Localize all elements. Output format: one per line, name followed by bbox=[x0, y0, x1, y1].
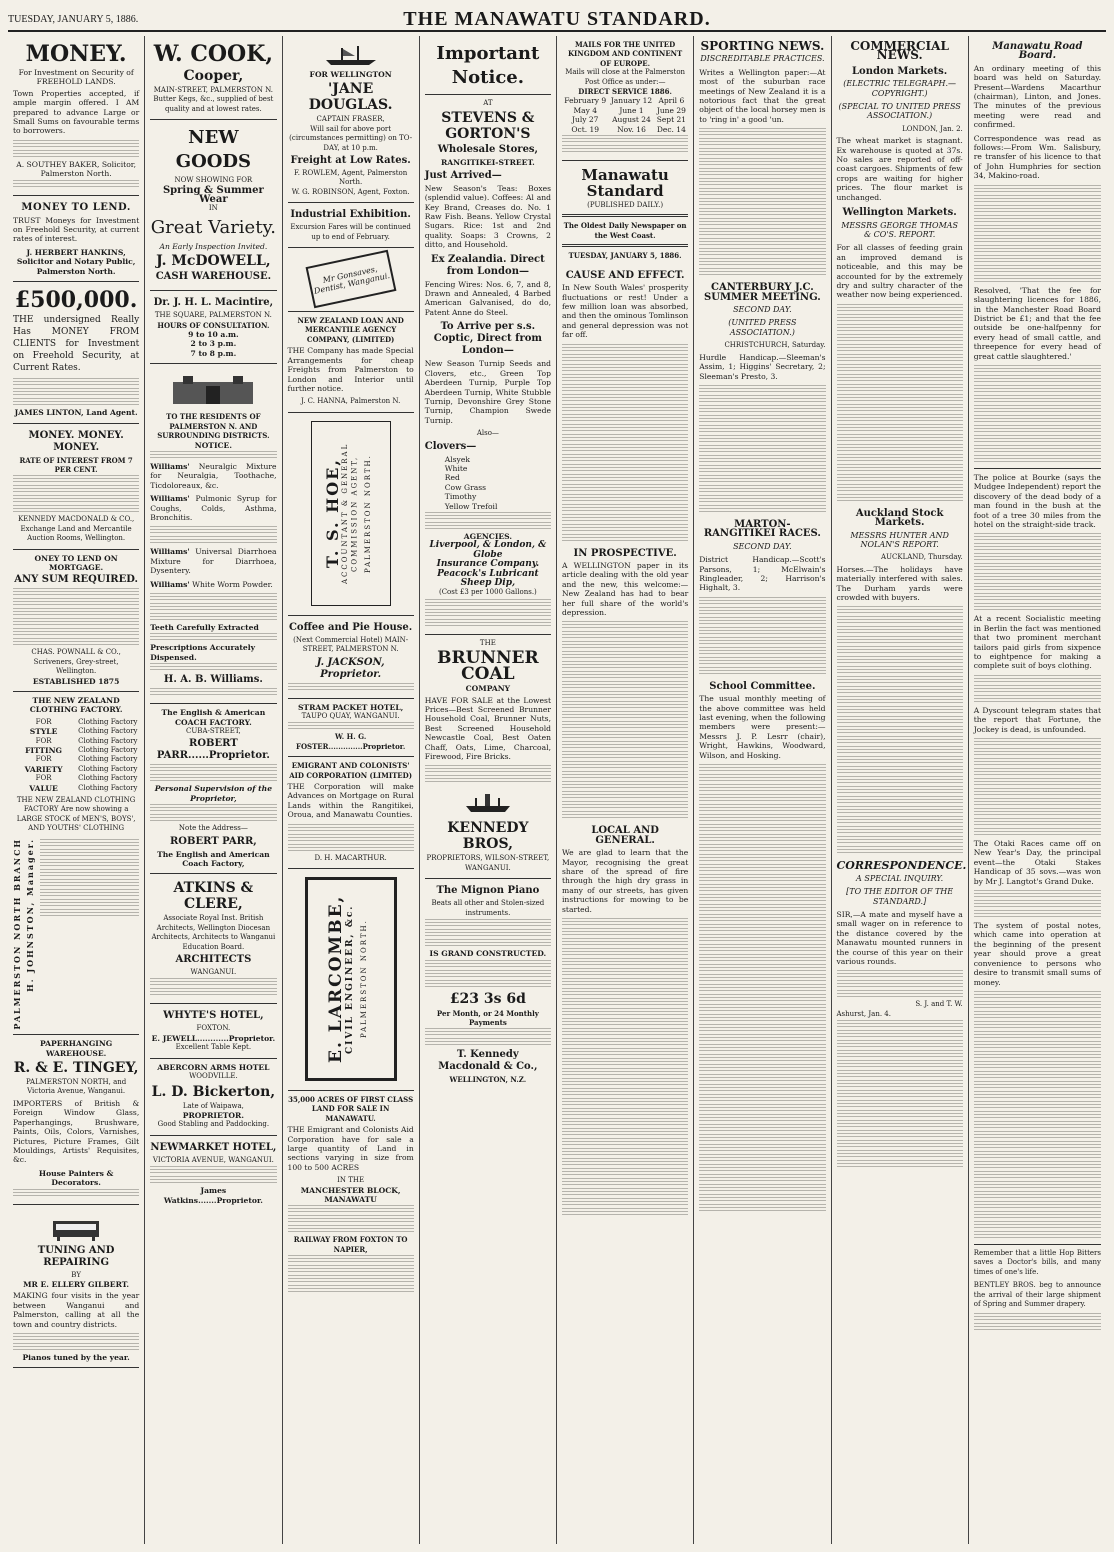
marton-heading: MARTON-RANGITIKEI RACES. bbox=[703, 518, 821, 540]
great-variety: Great Variety. bbox=[150, 216, 276, 238]
exhibition-ad bbox=[288, 203, 414, 248]
pownall-signature: CHAS. POWNALL & CO., Scriveners, Grey-street, Wellington. bbox=[31, 648, 121, 676]
commercial-heading: COMMERCIAL NEWS. bbox=[850, 39, 949, 63]
columns bbox=[8, 36, 1106, 1544]
money-heading: MONEY. bbox=[25, 41, 127, 67]
tingey-name: R. & E. TINGEY, bbox=[13, 1060, 139, 1077]
ex-zealandia: Ex Zealandia. Direct from London— bbox=[430, 253, 545, 277]
mcdowell-name: J. McDOWELL, bbox=[156, 253, 271, 270]
coach-heading: The English & American COACH FACTORY. bbox=[161, 708, 266, 727]
acres-body: THE Emigrant and Colonists Aid Corporation have for sale a large quantity of Land in sections varying in size from 100 to 500 ACRES bbox=[287, 1125, 414, 1172]
kennedy-bros: KENNEDY BROS, bbox=[447, 820, 529, 853]
table-cell: Oct. 19 bbox=[571, 124, 600, 134]
sporting-subheading: DISCREDITABLE PRACTICES. bbox=[700, 54, 825, 64]
letter-signature: S. J. and T. W. bbox=[915, 1000, 963, 1009]
early-inspection: An Early Inspection Invited. bbox=[159, 241, 268, 251]
district-result: District Handicap.—Scott's Parsons, 1; McElwain's Ringleader, 2; Harrison's Highalt, 3. bbox=[699, 555, 826, 593]
sporting-body: Writes a Wellington paper:—At most of the suburban race meetings of New Zealand it is a notorious fact that the great object of the local horsey men is to 'ring in' a good 'un. bbox=[699, 67, 826, 124]
table-kept: Excellent Table Kept. bbox=[175, 1043, 252, 1052]
jewell-proprietor: E. JEWELL............Proprietor. bbox=[151, 1033, 276, 1043]
linton-body: THE undersigned Really Has MONEY FROM CLIENTS for Investment on Freehold Security, at Current Rates. bbox=[13, 315, 140, 374]
cf-word: VARIETY bbox=[24, 764, 63, 774]
atkins-ad bbox=[150, 874, 276, 1004]
horses-body: Horses.—The holidays have materially interfered with sales. The Durham yards were crowded with buyers. bbox=[836, 564, 963, 602]
canterbury-day: SECOND DAY. bbox=[733, 305, 792, 315]
cf-word: FITTING bbox=[25, 746, 63, 755]
abercorn-ad bbox=[150, 1059, 276, 1136]
paperhanging-heading: PAPERHANGING WAREHOUSE. bbox=[39, 1039, 113, 1058]
auckland-stock: Auckland Stock Markets. bbox=[855, 507, 944, 529]
tshoe-ad bbox=[288, 413, 414, 616]
tshoe-name: T. S. HOE, bbox=[322, 458, 342, 569]
brunner-body: HAVE FOR SALE at the Lowest Prices—Best Screened Brunner Household Coal, Brunner Nuts, Best Screened Household Newcastle Coal, Best Oaten Chaff, Oats, Lime, Charcoal, Firewood, Fire Bricks. bbox=[424, 695, 551, 762]
atkins-wanganui: WANGANUI. bbox=[190, 968, 237, 977]
table-cell: June 1 bbox=[619, 105, 644, 115]
tuning-ad bbox=[13, 1205, 139, 1369]
new-goods: NEW GOODS bbox=[175, 127, 252, 173]
wholesale-stores: Wholesale Stores, bbox=[437, 144, 539, 156]
table-cell: May 4 bbox=[573, 105, 598, 115]
wellington-markets: Wellington Markets. bbox=[842, 207, 957, 219]
messrs-thomas: MESSRS GEORGE THOMAS & CO'S. REPORT. bbox=[841, 220, 959, 239]
teeth-extracted: Teeth Carefully Extracted bbox=[150, 622, 259, 632]
hours-row: 9 to 10 a.m. bbox=[188, 330, 239, 340]
in-word: IN bbox=[208, 204, 218, 213]
column-3 bbox=[283, 36, 420, 1544]
atkins-name: ATKINS & CLERE, bbox=[173, 880, 254, 913]
williams-item: Neuralgic Mixture for Neuralgia, Toothache, Ticdoloreaux, &c. bbox=[150, 461, 277, 490]
larcombe-name: E. LARCOMBE, bbox=[325, 894, 346, 1064]
tingey-body: IMPORTERS of British & Foreign Window Glass, Paperhangings, Brushware, Paints, Oils, Colors, Varnishes, Pictures, Picture Frames, Gilt Mouldings, Artists' Requisites, &c. bbox=[13, 1098, 140, 1165]
good-stabling: Good Stabling and Paddocking. bbox=[157, 1120, 270, 1129]
jane-douglas-ad bbox=[288, 36, 414, 203]
coach-factory-ad bbox=[150, 704, 276, 874]
also-word: Also— bbox=[476, 429, 499, 438]
whyte-hotel-ad bbox=[150, 1004, 276, 1058]
money-signature: A. SOUTHEY BAKER, Solicitor, Palmerston North. bbox=[16, 159, 137, 179]
table-cell: July 27 bbox=[572, 115, 599, 125]
peacock-cost: (Cost £3 per 1000 Gallons.) bbox=[438, 588, 537, 597]
just-arrived: Just Arrived— bbox=[424, 169, 502, 181]
canterbury-heading: CANTERBURY J.C. SUMMER MEETING. bbox=[704, 282, 821, 303]
williams-item: Pulmonic Syrup for Coughs, Colds, Asthma, Bronchitis. bbox=[150, 494, 277, 522]
school-committee-body: The usual monthly meeting of the above committee was held last evening, when the following members were present:—Messrs J. P. Lesrr (chair), Wright, Hawkins, Woodward, Wilson, and Hosking. bbox=[699, 694, 826, 760]
spring-wear: Spring & Summer Wear bbox=[162, 184, 264, 206]
cf-line: Clothing Factory bbox=[78, 746, 138, 754]
clover-item: Cow Grass bbox=[444, 482, 487, 492]
larcombe-ad bbox=[288, 869, 414, 1091]
cook-body: Butter Kegs, &c., supplied of best quality and at lowest rates. bbox=[153, 95, 274, 113]
exhibition-body: Excursion Fares will be continued up to end of February. bbox=[290, 223, 411, 241]
table-cell: April 6 bbox=[658, 96, 685, 106]
mortgage-heading: ONEY TO LEND ON MORTGAGE. bbox=[34, 553, 118, 572]
auckland-date: AUCKLAND, Thursday. bbox=[881, 553, 963, 562]
williams-label: Williams' bbox=[150, 547, 190, 557]
taupo-quay: TAUPO QUAY, WANGANUI. bbox=[301, 711, 400, 720]
nzloan-heading: NEW ZEALAND LOAN AND MERCANTILE AGENCY COMPANY, (LIMITED) bbox=[297, 316, 404, 344]
williams-label: Williams' bbox=[150, 494, 190, 504]
linton-signature: JAMES LINTON, Land Agent. bbox=[14, 408, 138, 418]
kennedy-macdonald: T. Kennedy Macdonald & Co., bbox=[438, 1049, 538, 1073]
whyte-hotel: WHYTE'S HOTEL, bbox=[163, 1010, 264, 1022]
marton-day: SECOND DAY. bbox=[733, 541, 792, 551]
prospective-heading: IN PROSPECTIVE. bbox=[573, 547, 677, 559]
table-row bbox=[562, 96, 688, 105]
jane-body: Will sail for above port (circumstances permitting) on TO-DAY, at 10 p.m. bbox=[289, 124, 413, 152]
cf-line: Clothing Factory bbox=[78, 717, 138, 726]
london-body: The wheat market is stagnant. Ex warehouse is quoted at 37s. No sales are reported of off-coast cargoes. Shipments of few crops are waiting for higher prices. The flour market is unchanged. bbox=[836, 136, 963, 202]
clothing-heading: THE NEW ZEALAND CLOTHING FACTORY. bbox=[29, 695, 123, 715]
linton-ad bbox=[13, 282, 139, 423]
clover-item: Timothy bbox=[444, 492, 477, 502]
cf-word: FOR bbox=[35, 736, 52, 745]
socialist-item: At a recent Socialistic meeting in Berlin the fact was mentioned that two prominent merchant tailors paid girls from sixpence to eightpence for making a complete suit of boys clothing. bbox=[973, 614, 1101, 671]
column-2 bbox=[145, 36, 282, 1544]
piano-illustration bbox=[51, 1213, 101, 1241]
coffee-heading: Coffee and Pie House. bbox=[288, 621, 413, 633]
pianos-tuned: Pianos tuned by the year. bbox=[22, 1352, 130, 1362]
inquiry-heading: A SPECIAL INQUIRY. bbox=[856, 873, 944, 883]
stram-ad bbox=[288, 699, 414, 758]
lend-ad bbox=[13, 196, 139, 282]
clothing-vertical: PALMERSTON NORTH BRANCH bbox=[12, 837, 22, 1030]
table-cell: Nov. 16 bbox=[617, 124, 646, 134]
stevens-gorton: STEVENS & GORTON'S bbox=[441, 110, 535, 143]
workman-item: A Dyscount telegram states that the report that Fortune, the Jockey is dead, is unfounded. bbox=[973, 705, 1101, 734]
residents-heading: TO THE RESIDENTS OF PALMERSTON N. AND SURROUNDING DISTRICTS. bbox=[157, 412, 270, 441]
column-7 bbox=[832, 36, 969, 1544]
cf-word: VALUE bbox=[29, 783, 58, 793]
cook-ad bbox=[150, 36, 276, 120]
mails-notice bbox=[562, 36, 688, 161]
victoria-avenue: VICTORIA AVENUE, WANGANUI. bbox=[152, 1155, 274, 1164]
editor-line: [TO THE EDITOR OF THE STANDARD.] bbox=[846, 887, 954, 906]
otaki-item: The Otaki Races came off on New Year's Day, the principal event—the Otaki Stakes Handicap of 35 sovs.—was won by Mr J. Langtot's Grand Duke. bbox=[973, 839, 1101, 886]
acres-in-the: IN THE bbox=[337, 1176, 365, 1185]
press-association: (UNITED PRESS ASSOCIATION.) bbox=[728, 318, 797, 337]
the-word: THE bbox=[479, 638, 496, 647]
issue-date: TUESDAY, JANUARY 5, 1886. bbox=[8, 13, 139, 25]
parr-proprietor: ROBERT PARR......Proprietor. bbox=[156, 738, 270, 762]
cuba-street: CUBA-STREET, bbox=[186, 727, 241, 735]
nzloan-ad bbox=[288, 312, 414, 413]
bentley-bros: BENTLEY BROS. beg to announce the arrival of their large shipment of Spring and Summer drapery. bbox=[973, 1281, 1101, 1308]
clovers: Clovers— bbox=[424, 440, 477, 452]
road-board-heading: Manawatu Road Board. bbox=[992, 41, 1083, 62]
correspondence-heading: CORRESPONDENCE. bbox=[836, 859, 967, 873]
electric-telegraph: (ELECTRIC TELEGRAPH.—COPYRIGHT.) bbox=[843, 79, 957, 98]
cf-line: Clothing Factory bbox=[78, 764, 138, 773]
mmm-rate: RATE OF INTEREST FROM 7 PER CENT. bbox=[19, 455, 133, 474]
nzloan-body: THE Company has made Special Arrangements for cheap Freights from Palmerston to London and Interior until further notice. bbox=[287, 346, 414, 393]
atkins-sub: Associate Royal Inst. British Architects, Wellington Diocesan Architects, Architects to Wanganui Education Board. bbox=[151, 914, 276, 951]
turnip-seeds: New Season Turnip Seeds and Clovers, etc., Green Top Aberdeen Turnip, Purple Top Aberdeen Turnip, White Stubble Turnip, Devonshire Grey Stone Turnip, Champion Swede Turnip. bbox=[424, 359, 551, 425]
column-8 bbox=[969, 36, 1106, 1544]
prescriptions: Prescriptions Accurately Dispensed. bbox=[150, 643, 256, 662]
acres-heading: 35,000 ACRES OF FIRST CLASS LAND FOR SALE IN MANAWATU. bbox=[288, 1095, 414, 1123]
school-committee-heading: School Committee. bbox=[709, 680, 816, 692]
kennedy-sub: PROPRIETORS, WILSON-STREET, WANGANUI. bbox=[426, 854, 550, 872]
newspaper-title: THE MANAWATU STANDARD. bbox=[403, 7, 711, 30]
larcombe-title: CIVIL ENGINEER, &c. bbox=[344, 904, 355, 1054]
money-subheading: For Investment on Security of FREEHOLD LANDS. bbox=[18, 68, 134, 87]
emigrant-ad bbox=[288, 757, 414, 869]
foster: W. H. G. FOSTER..............Proprietor. bbox=[295, 732, 406, 751]
tshoe-title: ACCOUNTANT & GENERAL COMMISSION AGENT, bbox=[341, 442, 359, 584]
doctor-name: Dr. J. H. L. Macintire, bbox=[153, 297, 274, 309]
column-1 bbox=[8, 36, 145, 1544]
lend-body: TRUST Moneys for Investment on Freehold Security, at current rates of interest. bbox=[13, 215, 140, 244]
ashurst: Ashurst, Jan. 4. bbox=[836, 1009, 891, 1018]
rowlem: F. ROWLEM, Agent, Palmerston North. bbox=[293, 169, 408, 187]
money-money-ad bbox=[13, 424, 139, 550]
jane-douglas: 'JANE DOUGLAS. bbox=[308, 81, 393, 114]
road-board-body: An ordinary meeting of this board was held on Saturday. Present—Wardens Macarthur (chairman), Linton, and Jones. The minutes of the previous meeting were read and confirmed. bbox=[973, 63, 1101, 130]
special-press: (SPECIAL TO UNITED PRESS ASSOCIATION.) bbox=[838, 102, 961, 121]
paperhanging-ad bbox=[13, 1035, 139, 1204]
tingey-sub: PALMERSTON NORTH, and Victoria Avenue, Wanganui. bbox=[25, 1078, 127, 1096]
williams-ad bbox=[150, 364, 276, 704]
note-address: Note the Address— bbox=[178, 824, 248, 833]
architects: ARCHITECTS bbox=[175, 954, 252, 966]
local-general-body: We are glad to learn that the Mayor, recognising the great share of the spread of fire through the high dry grass in many of our streets, has given instructions for mowing to be started. bbox=[562, 848, 689, 914]
masthead bbox=[8, 8, 1106, 32]
now-showing: NOW SHOWING FOR bbox=[174, 176, 253, 185]
hunter-nolan: MESSRS HUNTER AND NOLAN'S REPORT. bbox=[850, 530, 949, 549]
stock-body: For all classes of feeding grain an improved demand is noticeable, and this may be accounted for by the extremely dry and sultry character of the weather now being experienced. bbox=[836, 243, 963, 300]
chemist-illustration bbox=[168, 372, 258, 408]
table-row bbox=[562, 106, 688, 115]
clothing-factory-ad bbox=[13, 692, 139, 1035]
watkins-proprietor: James Watkins.......Proprietor. bbox=[163, 1186, 263, 1205]
personal-supervision: Personal Supervision of the Proprietor, bbox=[154, 784, 273, 803]
hours-row: 7 to 8 p.m. bbox=[190, 348, 237, 358]
newmarket-ad bbox=[150, 1136, 276, 1210]
cause-effect-body: In New South Wales' prosperity fluctuations or rest! Under a few million loan was absorbed, and then the ominous Tomlinson and general depression was not far off. bbox=[562, 283, 689, 340]
notice-heading: NOTICE. bbox=[194, 440, 232, 450]
ship-illustration bbox=[321, 44, 381, 66]
tuning-by: BY bbox=[71, 1270, 81, 1279]
clothing-vertical-manager: H. JOHNSTON, Manager. bbox=[25, 837, 36, 992]
police-item: The police at Bourke (says the Mudgee Independent) report the discovery of the dead body of a man found in the bush at the foot of a tree 30 miles from the hotel on the straight-side track. bbox=[973, 472, 1101, 529]
hurdle-result: Hurdle Handicap.—Sleeman's Assim, 1; Higgins' Secretary, 2; Sleeman's Presto, 3. bbox=[699, 352, 826, 381]
steamship-illustration bbox=[463, 788, 513, 816]
money-body: Town Properties accepted, if ample margin offered. I AM prepared to advance Large or Small Sums on favourable terms to borrowers. bbox=[13, 88, 140, 136]
london-markets: London Markets. bbox=[852, 65, 948, 77]
editorial-date: TUESDAY, JANUARY 5, 1886. bbox=[568, 251, 682, 261]
road-resolved: Resolved, 'That the fee for slaughtering licences for 1886, in the Manchester Road Board District be £1; and that the fee outside be one-halfpenny for every head of small cattle, and threepence for every head of great cattle slaughtered.' bbox=[973, 285, 1101, 361]
big-amount: £500,000. bbox=[14, 287, 138, 314]
table-cell: June 29 bbox=[656, 105, 686, 115]
macarthur: D. H. MACARTHUR. bbox=[314, 853, 387, 862]
cause-effect-heading: CAUSE AND EFFECT. bbox=[565, 269, 685, 281]
table-cell: January 12 bbox=[610, 96, 653, 106]
dentist-ad bbox=[288, 248, 414, 312]
cf-line: Clothing Factory bbox=[78, 727, 138, 736]
coffee-sub: (Next Commercial Hotel) MAIN-STREET, PALMERSTON N. bbox=[293, 635, 409, 654]
road-letters: Correspondence was read as follows:—From Wm. Salisbury, re transfer of his licence to that of John Humphries for section 34, Makino-road. bbox=[973, 133, 1101, 181]
money-ad bbox=[13, 36, 139, 196]
coach-factory-name: The English and American Coach Factory, bbox=[157, 849, 270, 869]
captain: CAPTAIN FRASER, bbox=[316, 115, 385, 124]
mcdowell-ad bbox=[150, 120, 276, 291]
stram-hotel: STRAM PACKET HOTEL, bbox=[297, 702, 404, 712]
clothing-footer: THE NEW ZEALAND CLOTHING FACTORY Are now showing a LARGE STOCK of MEN'S, BOYS', AND YOUTHS' CLOTHING bbox=[16, 796, 136, 833]
direct-service: DIRECT SERVICE 1886. bbox=[578, 87, 672, 97]
tuning-heading: TUNING AND REPAIRING bbox=[37, 1244, 115, 1268]
cf-line: Clothing Factory bbox=[78, 736, 138, 745]
coffee-ad bbox=[288, 616, 414, 699]
clover-item: Red bbox=[444, 473, 460, 483]
hours-row: 2 to 3 p.m. bbox=[190, 339, 237, 349]
mignon-heading: The Mignon Piano bbox=[436, 885, 540, 897]
cf-line: Clothing Factory bbox=[78, 774, 138, 783]
manchester-block: MANCHESTER BLOCK, MANAWATU bbox=[300, 1185, 401, 1205]
acres-ad bbox=[288, 1091, 414, 1300]
doctor-ad bbox=[150, 291, 276, 364]
fencing-wires: Fencing Wires: Nos. 6, 7, and 8, Drawn and Annealed, 4 Barbed American Galvanised, do do, Patent Anne do Steel. bbox=[424, 279, 551, 317]
brunner-ad bbox=[425, 635, 551, 879]
clover-item: White bbox=[444, 463, 468, 473]
abercorn-name: ABERCORN ARMS HOTEL bbox=[157, 1062, 270, 1072]
oldest-daily: The Oldest Daily Newspaper on the West Coast. bbox=[563, 221, 687, 240]
table-cell: February 9 bbox=[564, 96, 607, 106]
foxton: FOXTON. bbox=[196, 1024, 231, 1033]
williams-label: Williams' bbox=[150, 461, 190, 471]
cook-address: MAIN-STREET, PALMERSTON N. bbox=[153, 86, 274, 94]
insurance: Insurance Company. bbox=[436, 559, 540, 570]
letter-body: SIR,—A mate and myself have a small wager on in reference to the distance covered by the Manawatu mounted runners in the course of this year on their various rounds. bbox=[836, 910, 963, 967]
postal-item: The system of postal notes, which came into operation at the beginning of the present year should prove a great convenience to persons who desire to transmit small sums of money. bbox=[973, 921, 1101, 987]
per-month: Per Month, or 24 Monthly Payments bbox=[436, 1008, 539, 1027]
table-cell: August 24 bbox=[612, 115, 651, 125]
freight: Freight at Low Rates. bbox=[290, 155, 411, 167]
to-arrive: To Arrive per s.s. Coptic, Direct from London— bbox=[433, 321, 542, 357]
lend-signature: J. HERBERT HANKINS, Solicitor and Notary Public, Palmerston North. bbox=[16, 247, 136, 276]
cf-word: FOR bbox=[35, 717, 52, 726]
table-row bbox=[562, 115, 688, 124]
abercorn-proprietor: PROPRIETOR. bbox=[182, 1110, 244, 1120]
cash-warehouse: CASH WAREHOUSE. bbox=[155, 271, 272, 283]
stevens-gorton-ad bbox=[425, 36, 551, 635]
williams-item: Universal Diarrhoea Mixture for Diarrhoea, Dysentery. bbox=[150, 547, 277, 576]
emigrant-body: THE Corporation will make Advances on Mortgage on Rural Lands within the Rangitikei, Oroua, and Manawatu Counties. bbox=[287, 781, 414, 820]
clover-item: Alsyek bbox=[444, 454, 470, 464]
peacock: Peacock's Lubricant Sheep Dip, bbox=[437, 568, 539, 588]
paper-nameplate: Manawatu Standard bbox=[581, 166, 669, 201]
tshoe-place: PALMERSTON NORTH. bbox=[364, 453, 373, 573]
brunner-coal: BRUNNER COAL bbox=[437, 648, 539, 685]
column-6 bbox=[694, 36, 831, 1544]
rangitikei-street: RANGITIKEI-STREET. bbox=[440, 158, 535, 168]
cooper: Cooper, bbox=[183, 68, 244, 84]
mmm-heading: MONEY. MONEY. MONEY. bbox=[28, 429, 124, 453]
agencies: AGENCIES. bbox=[463, 531, 513, 541]
mignon-wellington: WELLINGTON, N.Z. bbox=[449, 1075, 527, 1085]
local-general-heading: LOCAL AND GENERAL. bbox=[591, 825, 659, 846]
cf-word: STYLE bbox=[29, 727, 58, 737]
for-wellington: FOR WELLINGTON bbox=[309, 70, 392, 79]
column-4 bbox=[420, 36, 557, 1544]
gilbert-name: MR E. ELLERY GILBERT. bbox=[23, 1279, 130, 1289]
cook-name: W. COOK, bbox=[153, 41, 273, 67]
important-notice: Important Notice. bbox=[436, 43, 540, 88]
hop-bitters: Remember that a little Hop Bitters saves a Doctor's bills, and many times of one's life. bbox=[973, 1248, 1101, 1276]
table-cell: Sept 21 bbox=[656, 115, 687, 125]
lend-heading: MONEY TO LEND. bbox=[21, 201, 131, 213]
mignon-ad bbox=[425, 879, 551, 1089]
hanna: J. C. HANNA, Palmerston N. bbox=[300, 397, 401, 406]
mignon-price: £23 3s 6d bbox=[449, 990, 526, 1007]
sporting-heading: SPORTING NEWS. bbox=[700, 39, 825, 53]
grand-constructed: IS GRAND CONSTRUCTED. bbox=[429, 949, 547, 959]
mails-heading: MAILS FOR THE UNITED KINGDOM AND CONTINENT OF EUROPE. bbox=[567, 40, 683, 68]
liverpool: Liverpool, & London, & Globe bbox=[429, 540, 547, 560]
railway: RAILWAY FROM FOXTON TO NAPIER, bbox=[293, 1235, 408, 1254]
house-painters: House Painters & Decorators. bbox=[38, 1168, 114, 1188]
published-daily: (PUBLISHED DAILY.) bbox=[587, 201, 664, 210]
exhibition-heading: Industrial Exhibition. bbox=[290, 209, 411, 221]
company: COMPANY bbox=[465, 684, 511, 694]
column-5 bbox=[557, 36, 694, 1544]
parr-name: ROBERT PARR, bbox=[169, 835, 257, 847]
jackson: J. JACKSON, Proprietor. bbox=[316, 656, 385, 680]
hours-heading: HOURS OF CONSULTATION. bbox=[157, 320, 270, 330]
prospective-body: A WELLINGTON paper in its article dealing with the old year and the new, this welcome:—New Zealand has had to bear her full share of the world's depression. bbox=[562, 560, 689, 617]
mail-table bbox=[562, 96, 688, 134]
cf-line: Clothing Factory bbox=[78, 755, 138, 764]
larcombe-place: PALMERSTON NORTH. bbox=[360, 919, 369, 1039]
london-date: LONDON, Jan. 2. bbox=[902, 124, 963, 133]
bickerton: L. D. Bickerton, bbox=[151, 1083, 276, 1100]
cf-word: FOR bbox=[35, 774, 52, 783]
cf-line: Clothing Factory bbox=[78, 783, 138, 792]
emigrant-heading: EMIGRANT AND COLONISTS' AID CORPORATION (LIMITED) bbox=[289, 761, 413, 780]
mortgage-ad bbox=[13, 550, 139, 692]
gilbert-body: MAKING four visits in the year between Wanganui and Palmerston, calling at all the town and country districts. bbox=[13, 1291, 140, 1329]
season-goods: New Season's Teas: Boxes (splendid value). Coffees: Al and Key Brand, Creases do. No. 1 Raw Fish. Beans. Yellow Crystal Sugars. Rice: 1st and 2nd quality. Soaps: 3 Crowns, 2 ditto, and Household. bbox=[424, 183, 551, 250]
doctor-square: THE SQUARE, PALMERSTON N. bbox=[154, 311, 272, 320]
woodville: WOODVILLE. bbox=[189, 1072, 238, 1081]
dentist-stamp: Mr Gonsaves, Dentist, Wanganui. bbox=[305, 250, 396, 309]
williams-signature: H. A. B. Williams. bbox=[163, 674, 263, 686]
clover-item: Yellow Trefoil bbox=[444, 501, 498, 511]
at-word: AT bbox=[483, 99, 493, 107]
robinson: W. G. ROBINSON, Agent, Foxton. bbox=[291, 187, 410, 196]
mignon-sub: Beats all other and Stolen-sized instruments. bbox=[431, 899, 545, 917]
mails-body: Mails will close at the Palmerston Post Office as under:— bbox=[565, 68, 686, 86]
cf-word: FOR bbox=[35, 755, 52, 764]
any-sum-heading: ANY SUM REQUIRED. bbox=[14, 574, 139, 586]
waipawa: Late of Waipawa, bbox=[182, 1101, 244, 1110]
newmarket-name: NEWMARKET HOTEL, bbox=[150, 1141, 277, 1153]
established: ESTABLISHED 1875 bbox=[32, 676, 120, 686]
table-row bbox=[562, 125, 688, 134]
christchurch: CHRISTCHURCH, Saturday. bbox=[724, 341, 826, 350]
mmm-signature: KENNEDY MACDONALD & CO., Exchange Land and Mercantile Auction Rooms, Wellington. bbox=[17, 515, 135, 543]
williams-label: Williams' bbox=[150, 579, 190, 589]
williams-item: White Worm Powder. bbox=[192, 579, 273, 589]
table-cell: Dec. 14 bbox=[656, 124, 686, 134]
